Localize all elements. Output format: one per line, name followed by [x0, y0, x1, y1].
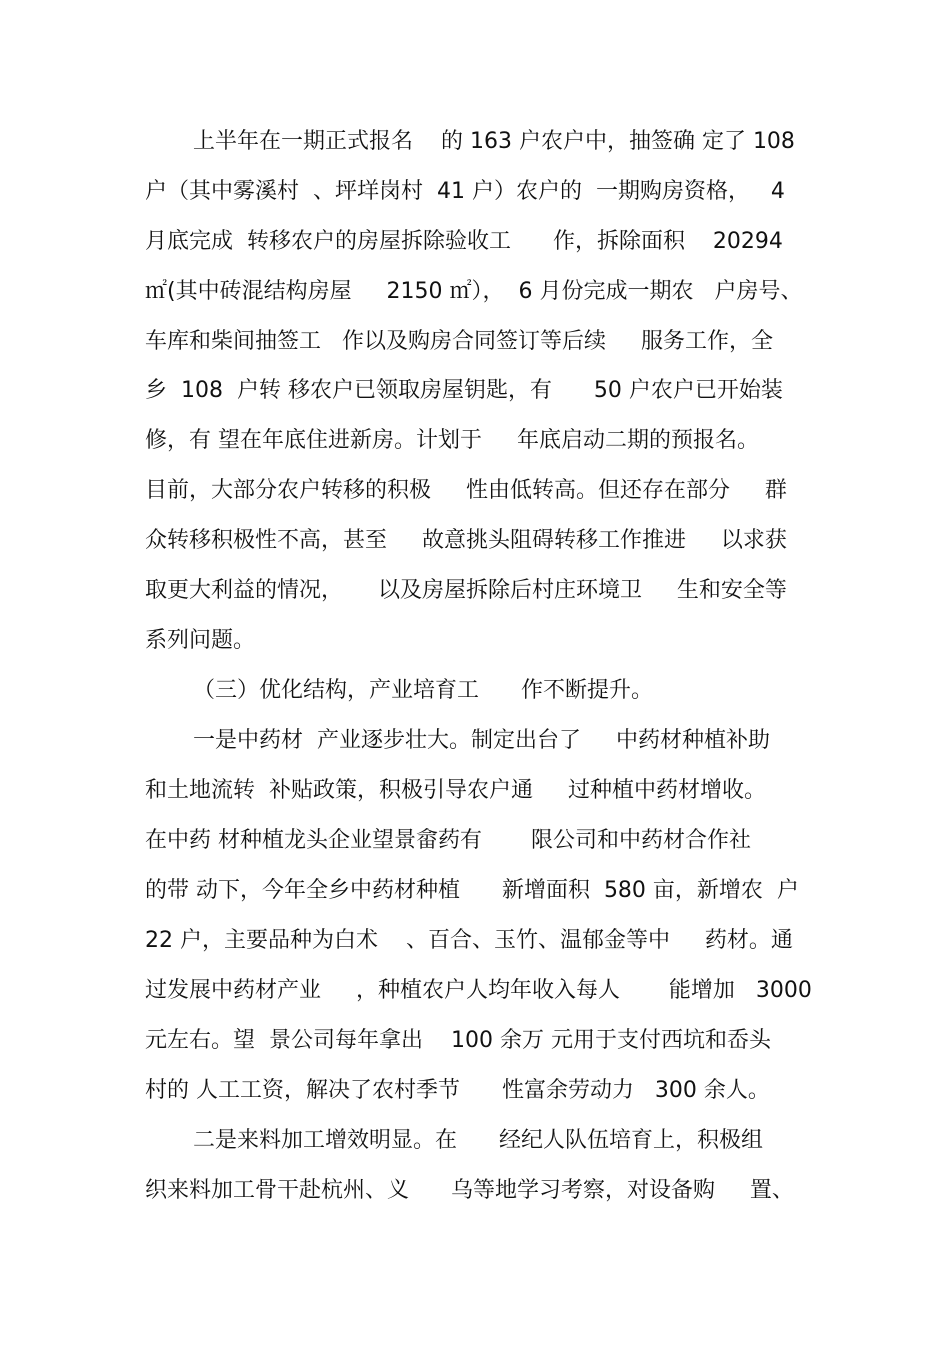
text-line: 和土地流转 补贴政策，积极引导农户通 过种植中药材增收。 — [145, 778, 766, 803]
text-line: 目前，大部分农户转移的积极 性由低转高。但还存在部分 群 — [145, 478, 787, 503]
text-line: 二是来料加工增效明显。在 经纪人队伍培育上，积极组 — [193, 1128, 763, 1153]
text-line: 上半年在一期正式报名 的 163 户农户中，抽签确 定了 108 — [193, 129, 795, 154]
text-line: 户（其中雾溪村 、坪垟岗村 41 户）农户的 一期购房资格， 4 — [145, 179, 785, 204]
text-line: 村的 人工工资，解决了农村季节 性富余劳动力 300 余人。 — [145, 1078, 770, 1103]
text-line: 车库和柴间抽签工 作以及购房合同签订等后续 服务工作，全 — [145, 329, 773, 354]
text-line: 乡 108 户转 移农户已领取房屋钥匙，有 50 户农户已开始装 — [145, 378, 783, 403]
text-line: 众转移积极性不高，甚至 故意挑头阻碍转移工作推进 以求获 — [145, 528, 787, 553]
text-line: 修，有 望在年底住进新房。计划于 年底启动二期的预报名。 — [145, 428, 759, 453]
text-line: 的带 动下，今年全乡中药材种植 新增面积 580 亩，新增农 户 — [145, 878, 799, 903]
text-line: 22 户，主要品种为白术 、百合、玉竹、温郁金等中 药材。通 — [145, 928, 793, 953]
text-line: 系列问题。 — [145, 628, 256, 653]
text-line: 月底完成 转移农户的房屋拆除验收工 作，拆除面积 20294 — [145, 229, 783, 254]
text-line: 一是中药材 产业逐步壮大。制定出台了 中药材种植补助 — [193, 728, 770, 753]
section-heading: （三）优化结构，产业培育工 作不断提升。 — [193, 678, 653, 703]
text-line: ㎡(其中砖混结构房屋 2150 ㎡）， 6 月份完成一期农 户房号、 — [145, 279, 803, 304]
text-line: 织来料加工骨干赴杭州、义 乌等地学习考察，对设备购 置、 — [145, 1178, 794, 1203]
text-line: 过发展中药材产业 ，种植农户人均年收入每人 能增加 3000 — [145, 978, 812, 1003]
text-line: 取更大利益的情况， 以及房屋拆除后村庄环境卫 生和安全等 — [145, 578, 787, 603]
text-line: 元左右。望 景公司每年拿出 100 余万 元用于支付西坑和岙头 — [145, 1028, 771, 1053]
text-line: 在中药 材种植龙头企业望景畲药有 限公司和中药材合作社 — [145, 828, 751, 853]
